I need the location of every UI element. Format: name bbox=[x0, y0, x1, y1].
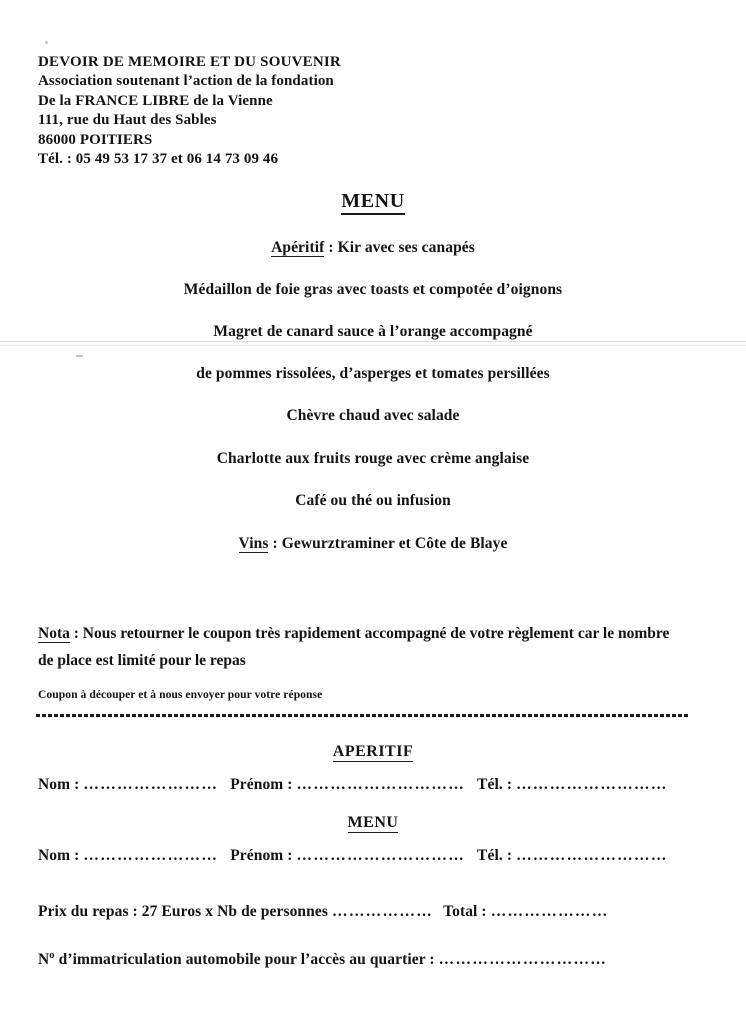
coupon-section-heading-aperitif bbox=[0, 743, 746, 762]
price-row bbox=[38, 903, 609, 921]
coupon-form-row-aperitif bbox=[38, 776, 698, 794]
menu-item-text: de pommes rissolées, d’asperges et tomates persillées bbox=[196, 365, 550, 382]
tel-field-menu[interactable] bbox=[477, 847, 668, 865]
nom-field-menu[interactable] bbox=[38, 847, 218, 865]
tel-field-aperitif[interactable] bbox=[477, 776, 668, 794]
nota-label: Nota bbox=[38, 625, 70, 642]
total-input-dots[interactable]: ………………… bbox=[490, 903, 609, 920]
letterhead-street: 111, rue du Haut des Sables bbox=[38, 112, 217, 129]
coupon-instruction: Coupon à découper et à nous envoyer pour votre réponse bbox=[38, 688, 323, 701]
plate-text: d’immatriculation automobile pour l’accès au quartier : bbox=[54, 951, 435, 969]
letterhead-line-3: De la FRANCE LIBRE de la Vienne bbox=[38, 92, 273, 109]
menu-section bbox=[0, 190, 746, 553]
tel-input-dots[interactable]: ……………………… bbox=[516, 847, 668, 864]
menu-item-text: Charlotte aux fruits rouge avec crème anglaise bbox=[216, 450, 530, 467]
menu-item-text: Kir avec ses canapés bbox=[337, 239, 475, 256]
nota-separator: : bbox=[69, 625, 83, 642]
plate-prefix: N bbox=[38, 951, 50, 969]
menu-title: MENU bbox=[341, 190, 405, 215]
menu-item bbox=[0, 407, 746, 425]
prenom-label: Prénom : bbox=[230, 847, 293, 864]
coupon-section-heading-text: APERITIF bbox=[332, 743, 414, 760]
menu-item bbox=[0, 281, 746, 299]
menu-item-label: Apéritif bbox=[271, 239, 325, 256]
nom-label: Nom : bbox=[38, 776, 80, 793]
menu-item-text: Médaillon de foie gras avec toasts et compotée d’oignons bbox=[183, 281, 563, 298]
plate-prefix-superscript: o bbox=[49, 950, 55, 961]
coupon-section-heading-menu bbox=[0, 814, 746, 833]
nom-field-aperitif[interactable] bbox=[38, 776, 218, 794]
menu-item bbox=[0, 492, 746, 510]
menu-item bbox=[0, 450, 746, 468]
letterhead-city: 86000 POITIERS bbox=[38, 131, 153, 148]
menu-item bbox=[0, 239, 746, 257]
menu-item-text: Gewurztraminer et Côte de Blaye bbox=[281, 535, 508, 552]
menu-item-label: Vins bbox=[238, 535, 269, 552]
total-label: Total : bbox=[443, 903, 487, 920]
prenom-field-menu[interactable] bbox=[230, 847, 465, 865]
coupon-section-heading-text: MENU bbox=[347, 814, 399, 831]
coupon-form-row-menu bbox=[38, 847, 698, 865]
letterhead bbox=[38, 53, 341, 169]
coupon-cut-line bbox=[36, 714, 688, 717]
plate-input-dots[interactable]: ………………………… bbox=[438, 951, 608, 969]
menu-item bbox=[0, 365, 746, 383]
menu-item-separator: : bbox=[268, 535, 282, 552]
letterhead-phone: Tél. : 05 49 53 17 37 et 06 14 73 09 46 bbox=[38, 151, 279, 168]
menu-item-text: Chèvre chaud avec salade bbox=[286, 407, 460, 424]
prenom-label: Prénom : bbox=[230, 776, 293, 793]
prenom-field-aperitif[interactable] bbox=[230, 776, 465, 794]
license-plate-row bbox=[38, 950, 607, 969]
nom-input-dots[interactable]: …………………… bbox=[83, 847, 219, 864]
nota-text: Nous retourner le coupon très rapidement accompagné de votre règlement car le nombre de place est limité pour le repas bbox=[38, 625, 670, 669]
price-prefix: Prix du repas : 27 Euros x Nb de personnes bbox=[38, 903, 328, 920]
scan-speck-icon bbox=[45, 41, 48, 44]
menu-item-separator: : bbox=[324, 239, 338, 256]
menu-item-text: Magret de canard sauce à l’orange accompagné bbox=[213, 323, 533, 340]
nom-label: Nom : bbox=[38, 847, 80, 864]
letterhead-line-2: Association soutenant l’action de la fondation bbox=[38, 73, 334, 90]
letterhead-organization: DEVOIR DE MEMOIRE ET DU SOUVENIR bbox=[38, 54, 341, 70]
menu-item-text: Café ou thé ou infusion bbox=[295, 492, 451, 509]
prenom-input-dots[interactable]: ………………………… bbox=[296, 776, 466, 793]
menu-item bbox=[0, 535, 746, 553]
tel-label: Tél. : bbox=[477, 847, 513, 864]
nota-paragraph bbox=[38, 620, 688, 674]
menu-item bbox=[0, 323, 746, 341]
tel-input-dots[interactable]: ……………………… bbox=[516, 776, 668, 793]
tel-label: Tél. : bbox=[477, 776, 513, 793]
quantity-input-dots[interactable]: ……………… bbox=[331, 903, 434, 920]
nom-input-dots[interactable]: …………………… bbox=[83, 776, 219, 793]
prenom-input-dots[interactable]: ………………………… bbox=[296, 847, 466, 864]
